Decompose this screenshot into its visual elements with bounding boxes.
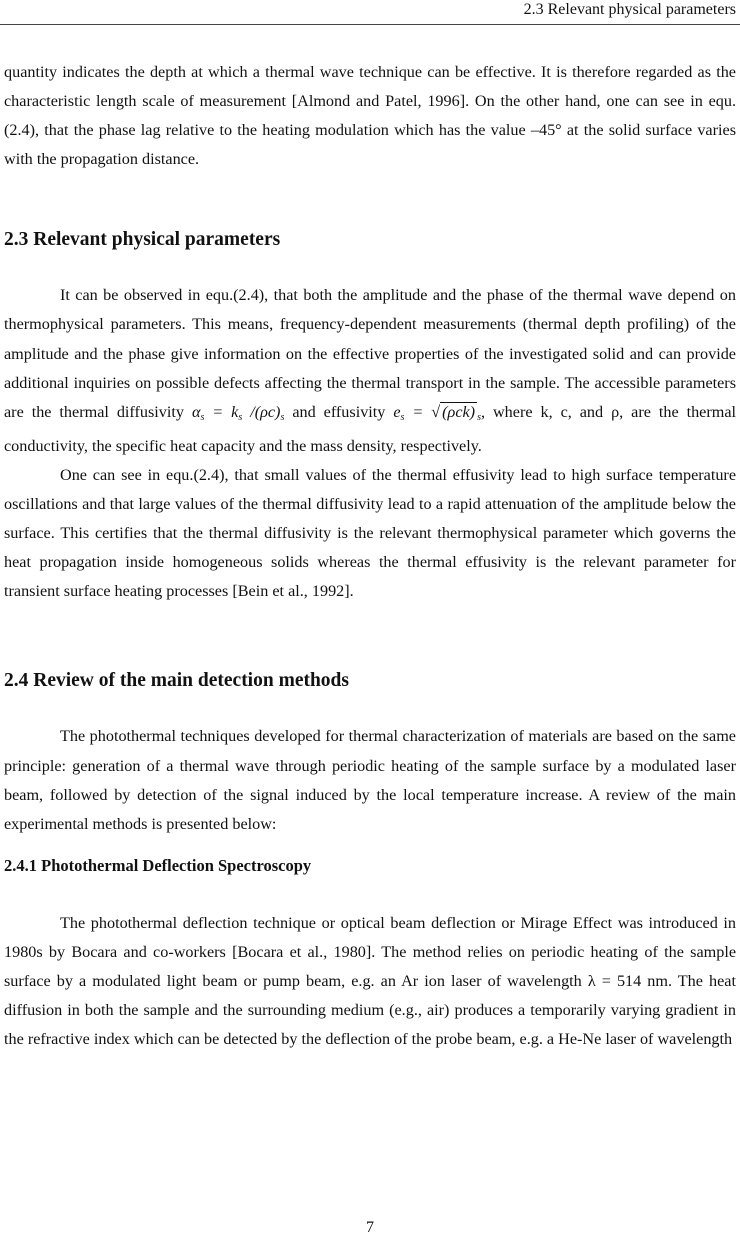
paragraph-2-part-c: , where k, c, and ρ, are the thermal conductivity, the specific heat capacity and the mass density, respectively. [4,402,737,455]
paragraph-5: The photothermal deflection technique or optical beam deflection or Mirage Effect was introduced in 1980s by Bocara and co-workers [Bocara et al., 1980]. The method relies on periodic heating of the sample surface by a modulated light beam or pump beam, e.g. an Ar ion laser of wavelength λ = 514 nm. The heat diffusion in both the sample and the surrounding medium (e.g., air) produces a temporarily varying gradient in the refractive index which can be detected by the deflection of the probe beam, e.g. a He-Ne laser of wavelength [4,913,736,1049]
section-heading-2-3: 2.3 Relevant physical parameters [4,229,281,251]
section-heading-2-4: 2.4 Review of the main detection methods [4,670,349,692]
paragraph-3: One can see in equ.(2.4), that small values of the thermal effusivity lead to high surface temperature oscillations and that large values of the thermal diffusivity lead to a rapid attenuation of the amplitude below the surface. This certifies that the thermal diffusivity is the relevant thermophysical parameter which governs the heat propagation inside homogeneous solids whereas the thermal effusivity is the relevant parameter for transient surface heating processes [Bein et al., 1992]. [4,465,736,601]
diffusivity-formula: $\alpha_s = k_s$ $/(\rho c)_s$ [191,402,285,423]
paragraph-4: The photothermal techniques developed for thermal characterization of materials are based on the same principle: generation of a thermal wave through periodic heating of the sample surface by a modulated laser beam, followed by detection of the signal induced by the local temperature increase. A review of the main experimental methods is presented below: [4,727,736,833]
paragraph-2-part-b: and effusivity [292,402,386,421]
paragraph-1: quantity indicates the depth at which a thermal wave technique can be effective. It is therefore regarded as the characteristic length scale of measurement [Almond and Patel, 1996]. On the other hand, one can see in equ.(2.4), that the phase lag relative to the heating modulation which has the value –45° at the solid surface varies with the propagation distance. [4,63,736,169]
page-number: 7 [366,1219,374,1236]
paragraph-2 [4,281,736,461]
page-body [4,0,736,1054]
running-title: 2.3 Relevant physical parameters [523,1,736,18]
subsection-heading-2-4-1: 2.4.1 Photothermal Deflection Spectroscopy [4,855,312,875]
paragraph-2-part-a: It can be observed in equ.(2.4), that both the amplitude and the phase of the thermal wave depend on thermophysical parameters. This means, frequency-dependent measurements (thermal depth profiling) of the amplitude and the phase give information on the effective properties of the investigated solid and can provide additional inquiries on possible defects affecting the thermal transport in the sample. The accessible parameters are the thermal diffusivity [4,286,736,421]
effusivity-formula: $e_s$ = √ (ρck) $_s$ [393,402,481,423]
